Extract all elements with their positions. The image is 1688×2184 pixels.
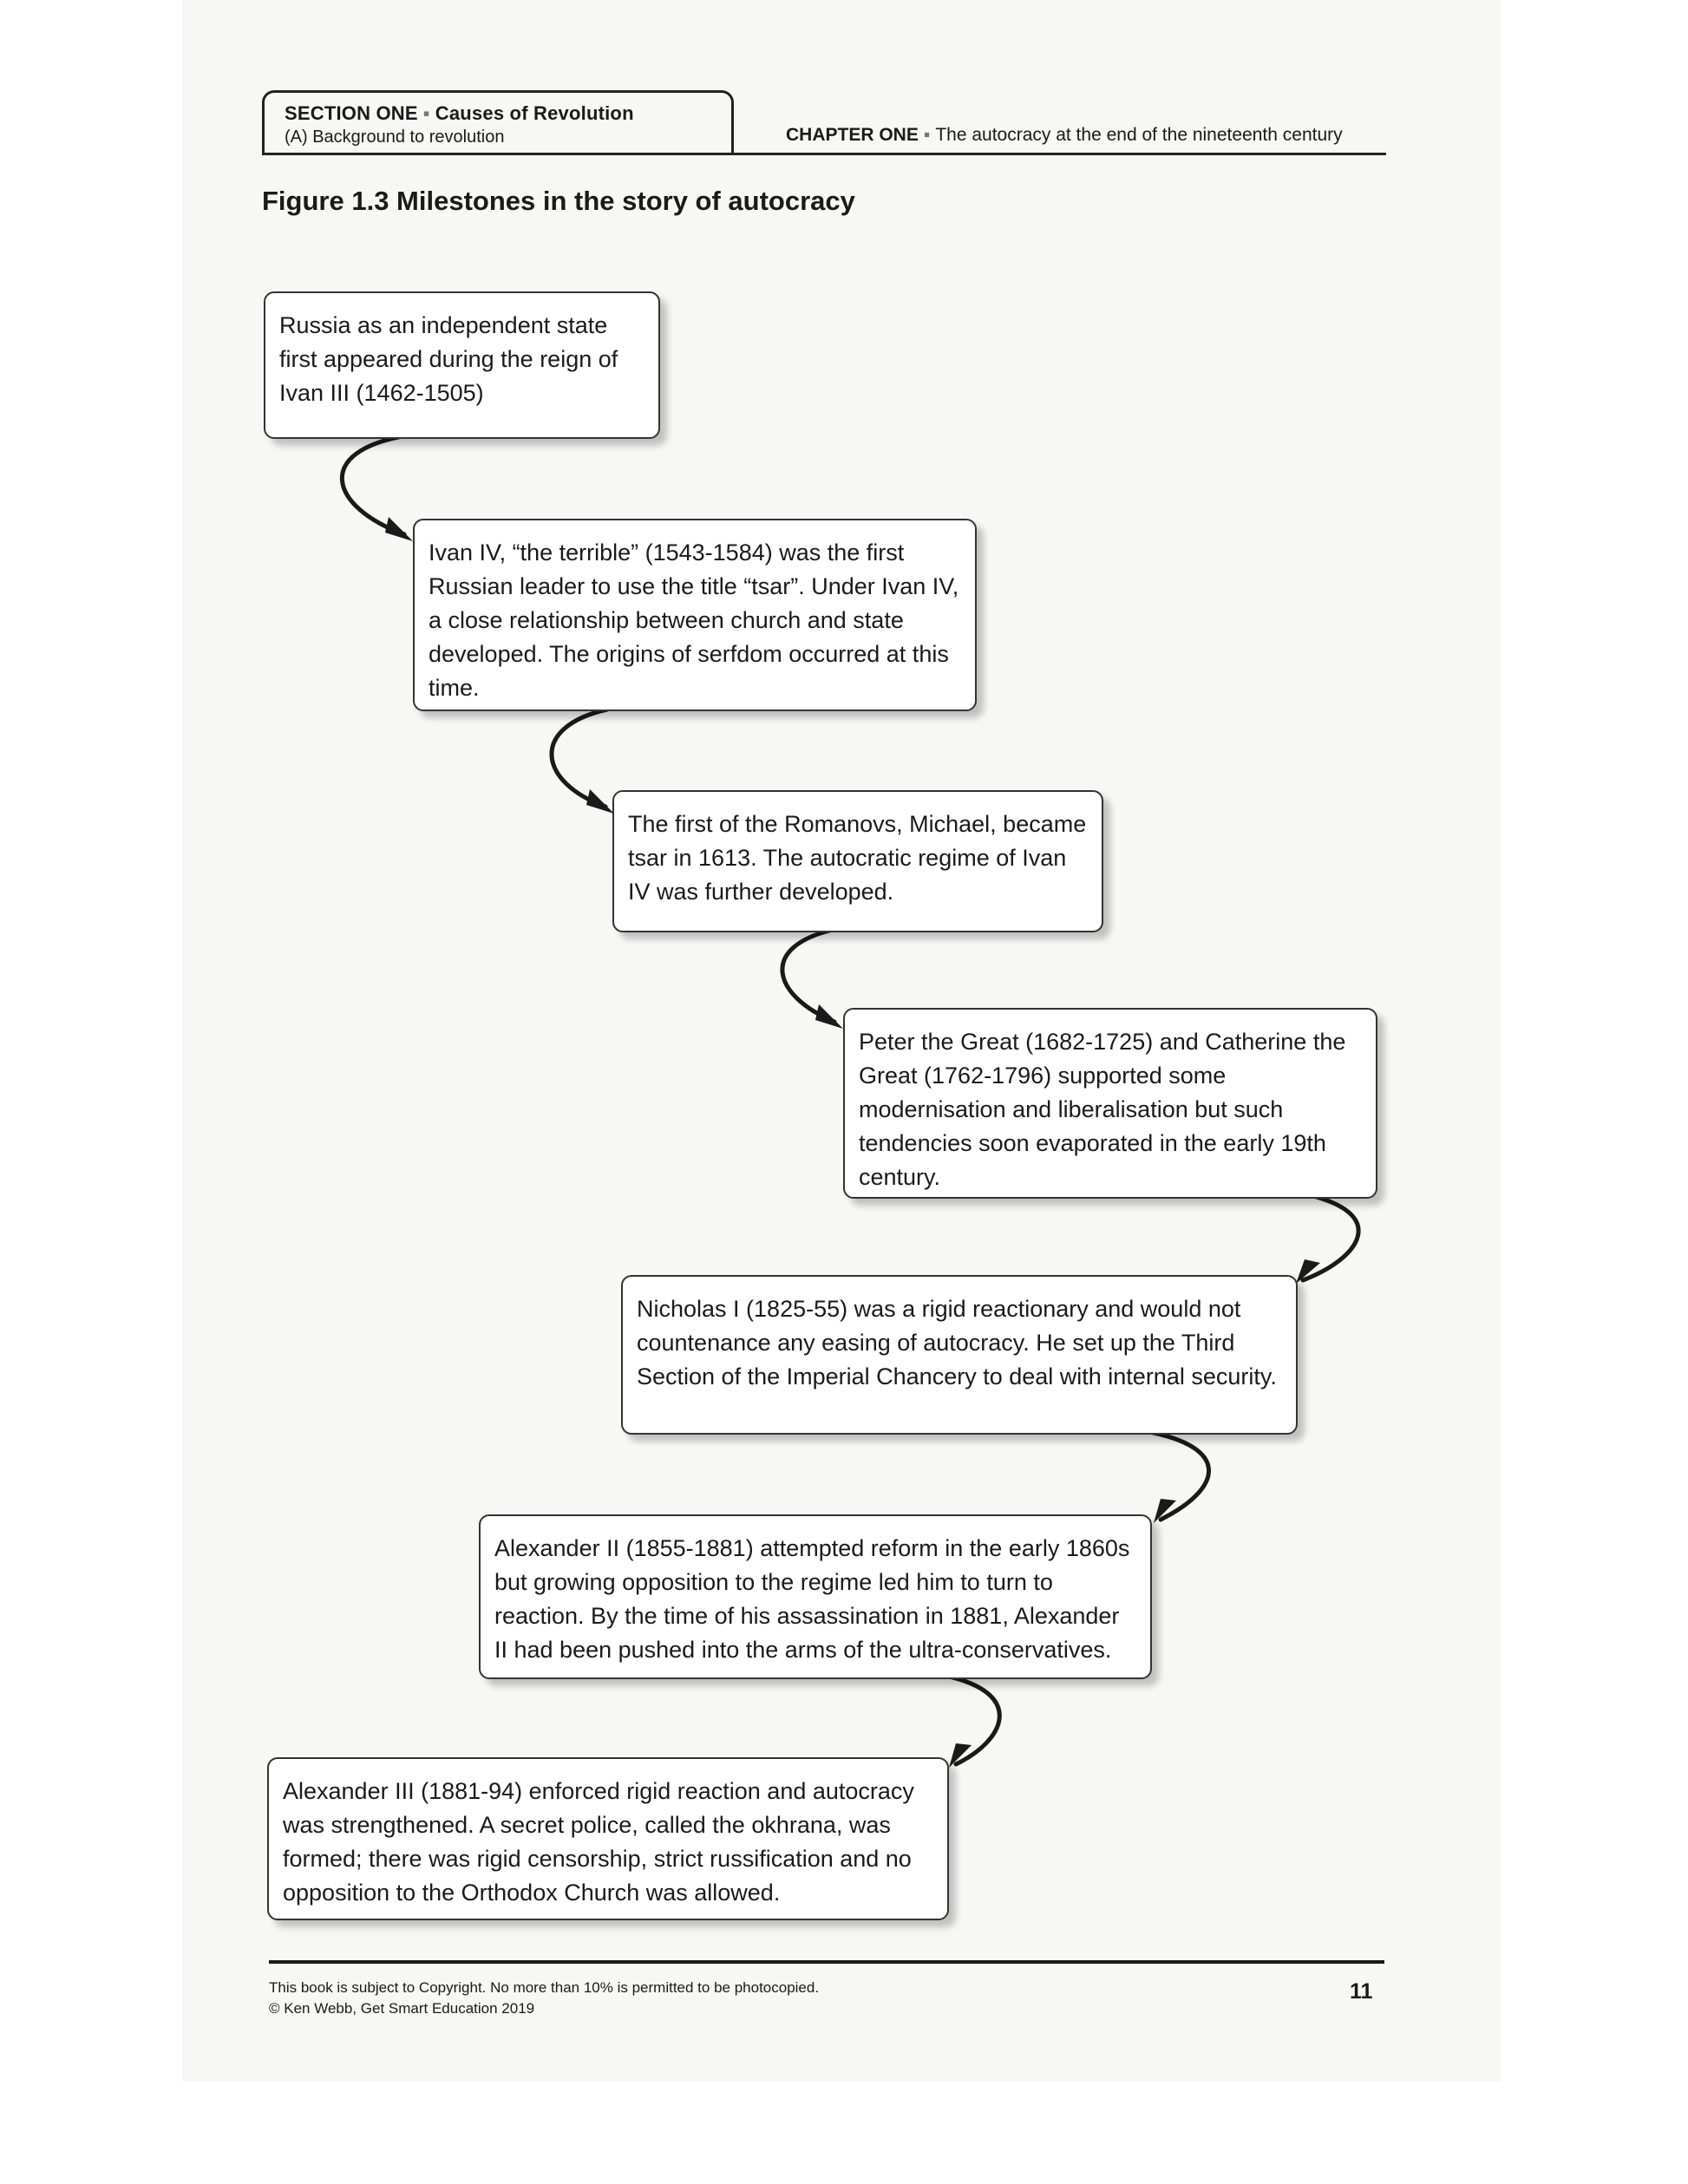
arrow-2-to-3 [552,709,607,807]
milestone-box-peter-catherine [843,1008,1377,1199]
chapter-separator: ▪ [923,125,931,145]
arrow-6-to-7 [945,1676,999,1764]
author-credit: © Ken Webb, Get Smart Education 2019 [269,2000,535,2017]
arrowhead-1 [385,517,413,541]
chapter-topic: The autocracy at the end of the nineteenth century [935,125,1343,145]
milestone-text: Peter the Great (1682-1725) and Catherine the Great (1762-1796) supported some modernisation and liberalisation but such tendencies soon evaporated in the early 19th century. [859,1029,1346,1190]
figure-title: Figure 1.3 Milestones in the story of autocracy [262,186,855,216]
section-label: SECTION ONE [285,102,418,124]
section-topic: Causes of Revolution [435,102,634,124]
milestone-text: Nicholas I (1825-55) was a rigid reactionary and would not countenance any easing of autocracy. He set up the Third Section of the Imperial Chancery to deal with internal security. [637,1296,1277,1390]
copyright-notice: This book is subject to Copyright. No more than 10% is permitted to be photocopied. [269,1979,820,1996]
milestone-box-alexander-iii [267,1757,949,1920]
arrowhead-2 [586,789,614,814]
milestone-text: The first of the Romanovs, Michael, became tsar in 1613. The autocratic regime of Ivan IV was further developed. [628,811,1087,905]
chapter-label: CHAPTER ONE [786,125,919,145]
milestone-box-alexander-ii [479,1514,1152,1679]
milestone-box-ivan-iii [264,291,660,439]
milestone-box-ivan-iv [413,519,977,711]
section-separator: ▪ [422,102,430,124]
milestone-box-romanovs [612,790,1103,932]
arrow-3-to-4 [782,930,834,1022]
footer-rule [269,1960,1384,1964]
milestone-box-nicholas-i [621,1275,1298,1435]
arrow-5-to-6 [1145,1431,1209,1520]
arrow-1-to-2 [342,435,408,534]
section-subheading: (A) Background to revolution [285,128,505,147]
milestone-text: Russia as an independent state first appeared during the reign of Ivan III (1462-1505) [279,312,618,406]
milestone-text: Alexander III (1881-94) enforced rigid reaction and autocracy was strengthened. A secret police, called the okhrana, was formed; there was rigid censorship, strict russification and no opposition to the Orthodox Church was allowed. [283,1778,914,1906]
milestone-text: Ivan IV, “the terrible” (1543-1584) was the first Russian leader to use the title “tsar”. Under Ivan IV, a close relationship between church and state developed. The origins of serfdom occurred at this time. [429,539,959,701]
page-number: 11 [1350,1979,1373,2004]
milestone-text: Alexander II (1855-1881) attempted reform in the early 1860s but growing opposition to the regime led him to turn to reaction. By the time of his assassination in 1881, Alexander II had been pushed into the arms of the ultra-conservatives. [494,1535,1130,1663]
arrowhead-3 [815,1004,843,1029]
